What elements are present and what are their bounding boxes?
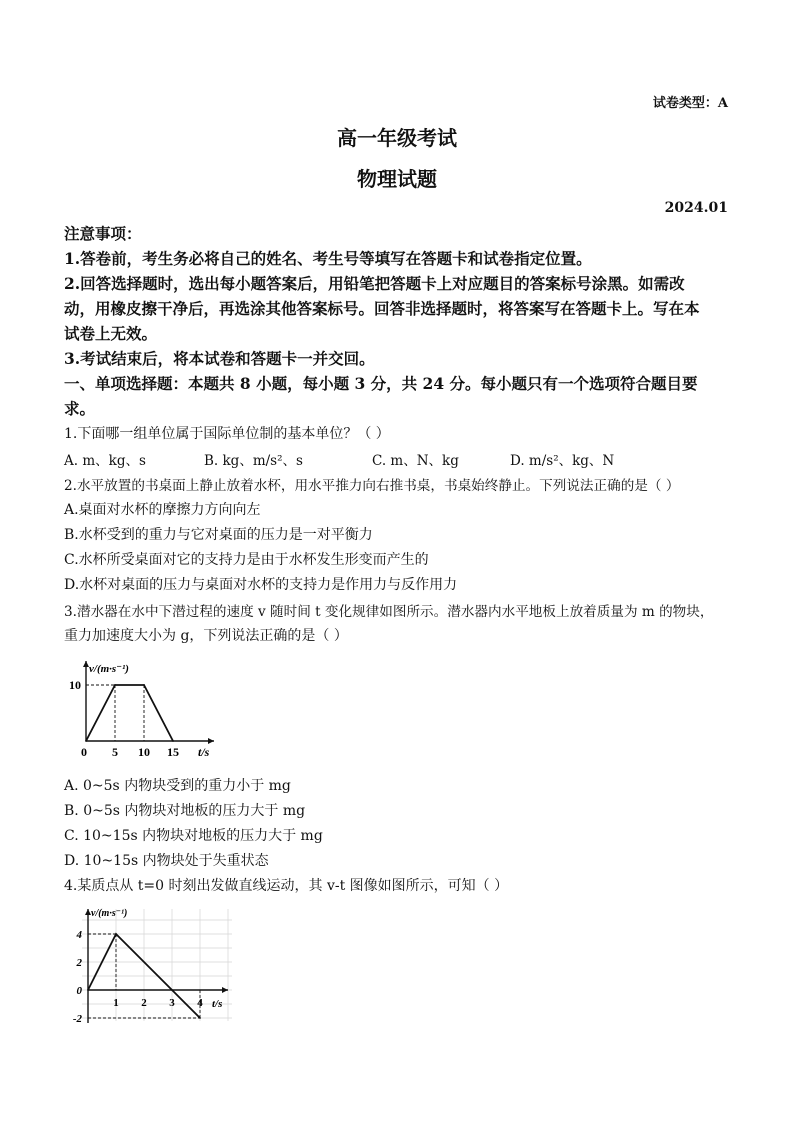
x-tick-label: 1: [113, 997, 119, 1009]
question-3-option-a: A. 0~5s 内物块受到的重力小于 mg: [64, 778, 291, 794]
y-tick-label: -2: [72, 1013, 82, 1025]
y-axis-label: v/(m·s⁻¹): [91, 908, 128, 919]
question-4-stem: 4.某质点从 t=0 时刻出发做直线运动，其 v-t 图像如图所示，可知（ ）: [64, 878, 509, 894]
question-1-option-d: D. m/s²、kg、N: [510, 453, 615, 469]
data-point: [143, 684, 145, 686]
question-2-option-d: D.水杯对桌面的压力与桌面对水杯的支持力是作用力与反作用力: [64, 577, 458, 593]
notice-item-2-line-1: 2.回答选择题时，选出每小题答案后，用铅笔把答题卡上对应题目的答案标号涂黑。如需改: [64, 274, 685, 293]
data-point: [199, 1017, 201, 1019]
question-3-stem-line-1: 3.潜水器在水中下潜过程的速度 v 随时间 t 变化规律如图所示。潜水器内水平地板上放着质量为 m 的物块，: [64, 604, 714, 620]
x-tick-label: 3: [169, 997, 175, 1009]
question-3-option-b: B. 0~5s 内物块对地板的压力大于 mg: [64, 803, 306, 819]
question-4-vt-chart: [60, 903, 240, 1028]
exam-subject: 物理试题: [357, 167, 437, 191]
question-2-option-b: B.水杯受到的重力与它对桌面的压力是一对平衡力: [64, 527, 373, 543]
x-axis-arrow: [222, 987, 228, 993]
y-tick-label: 10: [69, 678, 81, 692]
x-tick-label: 5: [112, 745, 118, 759]
paper-type-label: 试卷类型：A: [652, 96, 728, 111]
question-3-vt-chart: [62, 655, 222, 765]
notice-item-2-line-2: 动，用橡皮擦干净后，再选涂其他答案标号。回答非选择题时，将答案写在答题卡上。写在本: [64, 299, 700, 318]
y-tick-label: 4: [76, 929, 82, 941]
x-tick-label: 10: [138, 745, 150, 759]
data-point: [87, 989, 89, 991]
exam-date: 2024.01: [664, 200, 728, 216]
question-3-option-d: D. 10~15s 内物块处于失重状态: [64, 853, 269, 869]
notice-item-2-line-3: 试卷上无效。: [64, 324, 158, 343]
x-tick-label: 4: [197, 997, 203, 1009]
data-point: [114, 684, 116, 686]
x-axis-arrow: [208, 738, 214, 744]
question-1-option-a: A. m、kg、s: [64, 453, 146, 469]
data-point: [171, 989, 173, 991]
x-tick-label: 15: [167, 745, 179, 759]
notice-item-1: 1.答卷前，考生务必将自己的姓名、考生号等填写在答题卡和试卷指定位置。: [64, 249, 592, 268]
x-axis-label: t/s: [212, 998, 223, 1010]
x-tick-label: 2: [141, 997, 147, 1009]
y-tick-label: 2: [76, 957, 82, 969]
y-axis-label: v/(m·s⁻¹): [89, 663, 129, 675]
data-point: [85, 740, 87, 742]
exam-title: 高一年级考试: [337, 126, 457, 150]
question-3-option-c: C. 10~15s 内物块对地板的压力大于 mg: [64, 828, 323, 844]
notice-item-3: 3.考试结束后，将本试卷和答题卡一并交回。: [64, 349, 375, 368]
x-tick-label: 0: [81, 745, 87, 759]
question-2-option-a: A.桌面对水杯的摩擦力方向向左: [64, 502, 261, 518]
x-axis-label: t/s: [198, 745, 210, 759]
question-2-stem: 2.水平放置的书桌面上静止放着水杯，用水平推力向右推书桌，书桌始终静止。下列说法正确的是（ ）: [64, 478, 680, 494]
data-point: [115, 933, 117, 935]
data-point: [172, 740, 174, 742]
notice-heading: 注意事项：: [64, 224, 142, 243]
y-tick-label: 0: [76, 985, 82, 997]
question-3-stem-line-2: 重力加速度大小为 g，下列说法正确的是（ ）: [64, 628, 348, 644]
section-heading-line-2: 求。: [64, 399, 96, 418]
question-2-option-c: C.水杯所受桌面对它的支持力是由于水杯发生形变而产生的: [64, 552, 429, 568]
question-1-option-c: C. m、N、kg: [372, 453, 459, 469]
velocity-series-line: [86, 685, 173, 741]
question-1-option-b: B. kg、m/s²、s: [204, 453, 303, 469]
section-heading-line-1: 一、单项选择题：本题共 8 小题，每小题 3 分，共 24 分。每小题只有一个选项符合题目要: [64, 374, 698, 393]
question-1-stem: 1.下面哪一组单位属于国际单位制的基本单位？（ ）: [64, 426, 390, 442]
